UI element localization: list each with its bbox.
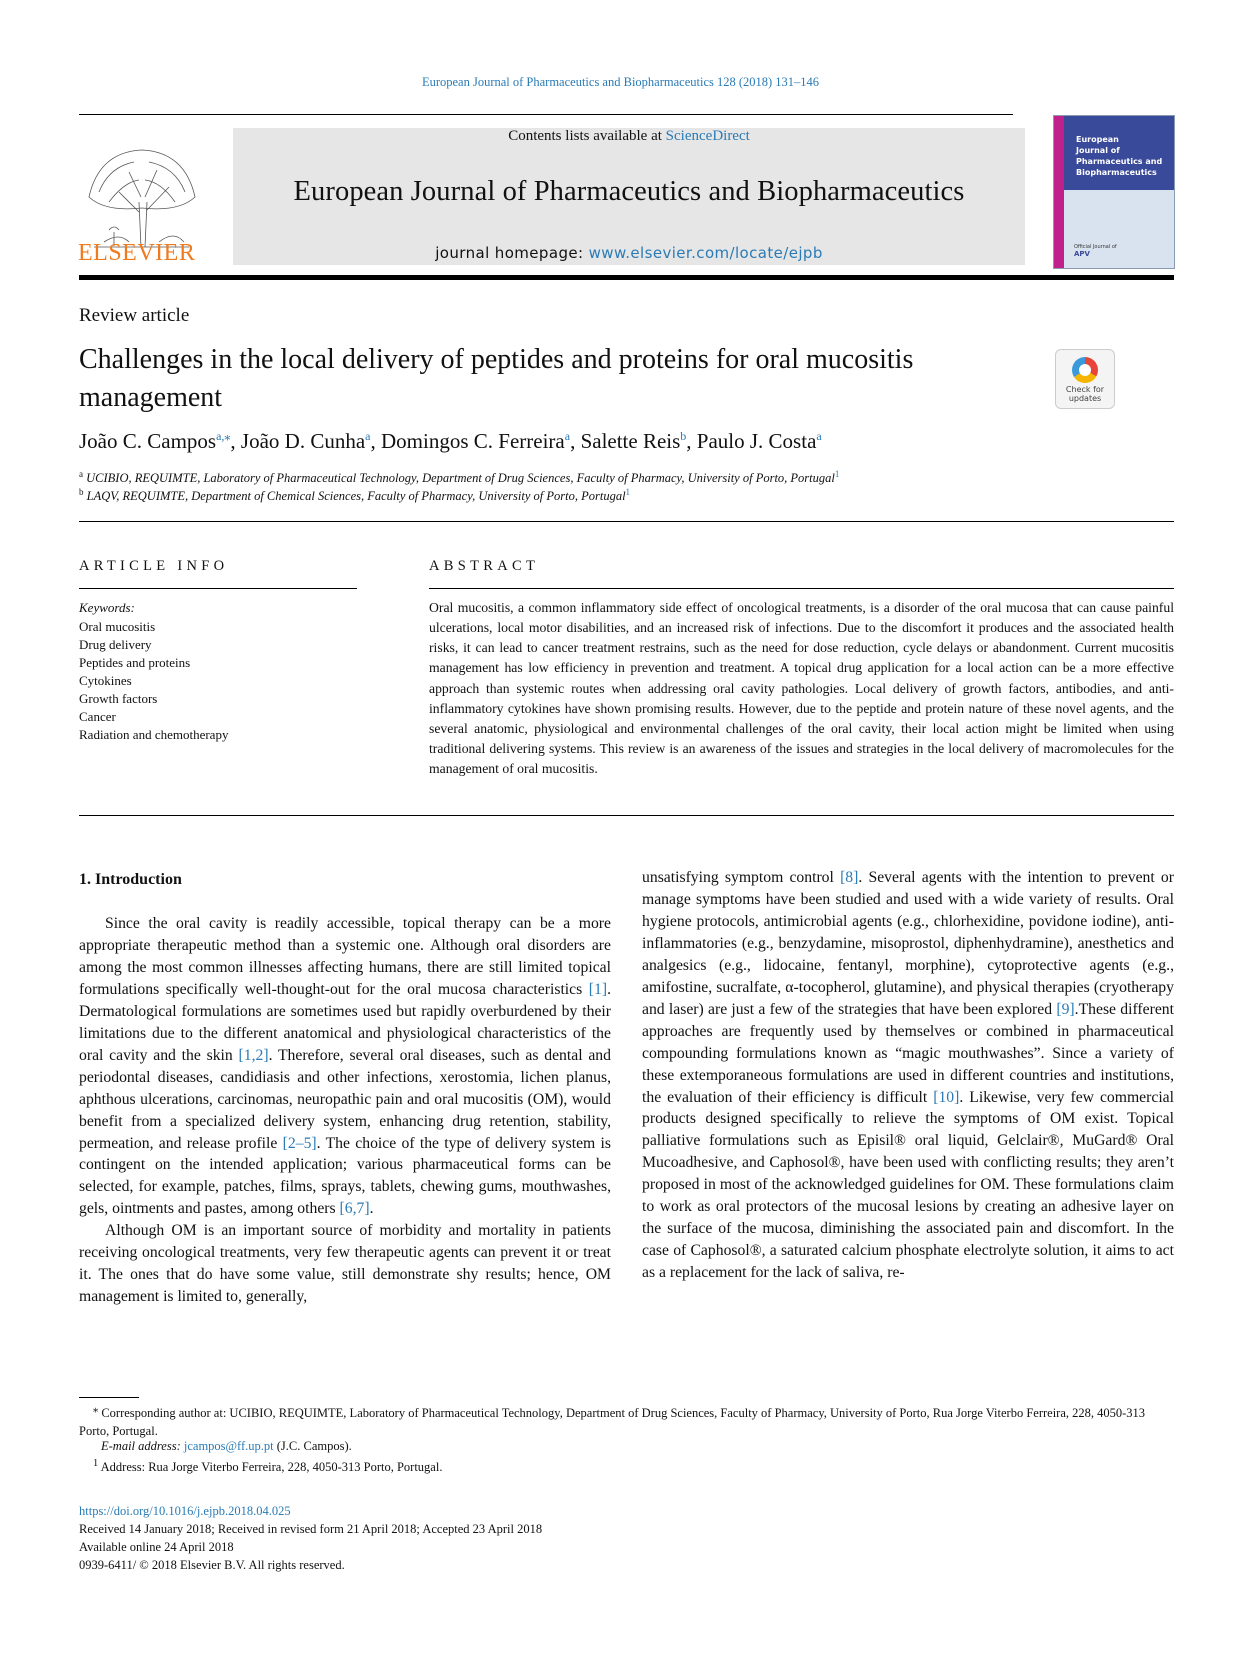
abstract-heading: ABSTRACT — [429, 558, 540, 574]
keyword: Drug delivery — [79, 637, 152, 652]
body-column-right — [642, 867, 1174, 1284]
paragraph — [79, 913, 611, 1220]
available-online: Available online 24 April 2018 — [79, 1540, 234, 1554]
reference-link[interactable]: [1] — [588, 980, 608, 998]
affiliation-b: $^b$ LAQV, REQUIMTE, Department of Chemical Sciences, Faculty of Pharmacy, University of Porto, Portugal$^1$ — [79, 487, 631, 504]
corr-mark: ⁎ — [93, 1404, 99, 1415]
crossmark-icon — [1072, 357, 1098, 383]
keyword: Cancer — [79, 709, 116, 724]
cover-line: Pharmaceutics and — [1076, 157, 1163, 166]
cover-org: APV — [1074, 250, 1090, 258]
check-for-updates-badge[interactable] — [1055, 349, 1115, 409]
header-thick-rule — [79, 275, 1174, 280]
body-text: . Several agents with the intention to prevent or manage symptoms have been studied and used with a wide variety of results. Oral hygiene protocols, antimicrobial agents (e.g., chlorhexidine, povidone iodine), anti-inflammatories (e.g., benzydamine, misoprostol, diphenhydramine), anesthetics and analgesics (e.g., lidocaine, fentanyl, morphine), cytoprotective agents (e.g., amifostine, sucralfate, α-tocopherol, glutamine), and physical therapies (cryotherapy and laser) are just a few of the strategies that have been explored — [642, 869, 1174, 1018]
cover-title — [1076, 134, 1172, 178]
email-note — [79, 1437, 1174, 1455]
check-updates-label: Check for updates — [1065, 385, 1105, 403]
author-affil-mark[interactable]: a,⁎ — [216, 429, 231, 443]
author-affil-mark[interactable]: a — [365, 429, 371, 443]
affiliation-a: $^a$ UCIBIO, REQUIMTE, Laboratory of Pharmaceutical Technology, Department of Drug Sciences, Faculty of Pharmacy, University of Porto, Portugal$^1$ — [79, 469, 840, 486]
homepage-link[interactable]: www.elsevier.com/locate/ejpb — [588, 244, 823, 262]
body-text: . Likewise, very few commercial products designed specifically to relieve the symptoms of OM exist. Topical palliative formulations such as Episil® oral liquid, Gelclair®, MuGard® Oral Mucoadhesive, and Caphosol®, have been used with conflicting results; they aren’t proposed in most of the acknowledged guidelines for OM. These formulations claim to work as oral protectors of the mucosal lesions by creating an adhesive layer on the surface of the mucosa, diminishing the associated pain and discomfort. In the case of Caphosol®, a saturated calcium phosphate electrolyte solution, it aims to act as a replacement for the lack of saliva, re- — [642, 1088, 1175, 1282]
author-affil-mark[interactable]: a — [564, 429, 571, 443]
cover-official — [1074, 244, 1117, 258]
article-dates — [79, 1502, 542, 1574]
journal-cover-thumbnail[interactable] — [1053, 115, 1175, 269]
received-dates: Received 14 January 2018; Received in revised form 21 April 2018; Accepted 23 April 2018 — [79, 1522, 543, 1536]
address-note — [79, 1455, 1174, 1476]
body-text: Although OM is an important source of morbidity and mortality in patients receiving oncological treatments, very few therapeutic agents can prevent it or treat it. The ones that do have some value, still demonstrate shy results; hence, OM management is limited to, generally, — [79, 1222, 611, 1306]
contents-line — [233, 128, 1025, 145]
reference-link[interactable]: [9] — [1056, 1000, 1075, 1018]
reference-link[interactable]: [6,7] — [339, 1200, 370, 1218]
author-name[interactable]: Domingos C. Ferreira — [381, 429, 565, 453]
cover-stripe — [1054, 116, 1064, 268]
elsevier-wordmark: ELSEVIER — [78, 240, 196, 266]
paragraph — [642, 867, 1174, 1284]
body-text: .These different approaches are frequently used by themselves or combined in pharmaceutical compounding formulations known as “magic mouthwashes”. Since a variety of these extemporaneous formulations are used in different countries and institutions, the evaluation of their efficiency is difficult — [642, 1000, 1175, 1106]
author-affil-mark[interactable]: a — [816, 429, 822, 443]
doi-link[interactable]: https://doi.org/10.1016/j.ejpb.2018.04.025 — [79, 1504, 291, 1518]
author-name[interactable]: Paulo J. Costa — [696, 429, 817, 453]
author-name[interactable]: João D. Cunha — [240, 429, 366, 453]
email-link[interactable]: jcampos@ff.up.pt — [183, 1439, 274, 1453]
keywords-label: Keywords: — [79, 600, 135, 615]
footnote-rule — [79, 1397, 139, 1398]
body-text: Since the oral cavity is readily accessible, topical therapy can be a more appropriate therapeutic method than a systemic one. Although oral disorders are among the most common illnesses affecting humans, there are still limited topical formulations specifically well-thought-out for the oral mucosa characteristics — [79, 915, 611, 998]
corresponding-author-note — [79, 1401, 1174, 1440]
article-type: Review article — [79, 305, 190, 326]
paragraph — [79, 1220, 611, 1308]
affil-rule — [79, 521, 1174, 522]
sciencedirect-link[interactable]: ScienceDirect — [665, 128, 750, 144]
cover-line: Biopharmaceutics — [1076, 168, 1157, 177]
keywords-list — [79, 618, 228, 744]
article-info-heading: ARTICLE INFO — [79, 558, 229, 574]
keyword: Cytokines — [79, 673, 132, 688]
reference-link[interactable]: [2–5] — [282, 1134, 317, 1152]
author-name[interactable]: Salette Reis — [580, 429, 681, 453]
body-text: . Therefore, several oral diseases, such as dental and periodontal diseases, candidiasis and other infections, xerostomia, lichen planus, aphthous ulcerations, carcinomas, neuropathic pain and oral mucositis (OM), would benefit from a specialized delivery system, enhancing drug retention, stability, permeation, and release profile — [79, 1046, 611, 1152]
keyword: Radiation and chemotherapy — [79, 727, 229, 742]
body-column-left — [79, 913, 611, 1308]
homepage-prefix: journal homepage: — [435, 244, 589, 262]
section-heading-introduction: 1. Introduction — [79, 871, 182, 888]
email-label: E-mail address: — [101, 1439, 184, 1453]
email-suffix: (J.C. Campos). — [273, 1439, 352, 1453]
header-top-rule — [79, 114, 1013, 115]
contents-prefix: Contents lists available at — [508, 128, 666, 144]
reference-link[interactable]: [1,2] — [238, 1046, 269, 1064]
abstract-bottom-rule — [79, 815, 1174, 816]
reference-link[interactable]: [10] — [933, 1088, 960, 1106]
author-affil-mark[interactable]: b — [680, 429, 687, 443]
author-list: João C. Campos$^{a,⁎}$, João D. Cunha$^a$, Domingos C. Ferreira$^a$, Salette Reis$^b$, Paulo J. Costa$^a$ — [79, 429, 822, 453]
fn1-text: Address: Rua Jorge Viterbo Ferreira, 228, 4050-313 Porto, Portugal. — [100, 1460, 443, 1475]
journal-citation[interactable]: European Journal of Pharmaceutics and Biopharmaceutics 128 (2018) 131–146 — [421, 75, 820, 89]
corr-text: Corresponding author at: UCIBIO, REQUIMTE, Laboratory of Pharmaceutical Technology, Department of Drug Sciences, Faculty of Pharmacy, University of Porto, Rua Jorge Viterbo Ferreira, 228, 4050-313 Porto, Portugal. — [79, 1406, 1146, 1439]
cover-line: European — [1076, 135, 1119, 144]
article-title: Challenges in the local delivery of peptides and proteins for oral mucositis management — [79, 344, 914, 413]
reference-link[interactable]: [8] — [840, 869, 859, 886]
journal-homepage — [233, 244, 1025, 262]
body-text: . Dermatological formulations are sometimes used but rapidly overburdened by their limitations due to the different anatomical and physiological characteristics of the oral cavity and the skin — [79, 980, 611, 1064]
copyright: 0939-6411/ © 2018 Elsevier B.V. All rights reserved. — [79, 1558, 345, 1572]
article-info-rule — [79, 588, 357, 589]
cover-line: Journal of — [1076, 146, 1120, 155]
keyword: Oral mucositis — [79, 619, 156, 634]
body-text: unsatisfying symptom control — [642, 869, 841, 886]
abstract-text: Oral mucositis, a common inflammatory side effect of oncological treatments, is a disorder of the oral mucosa that can cause painful ulcerations, local motor disabilities, and an increased risk of infections. Due to the discomfort it produces and the associated health risks, it can lead to cancer treatment restrains, such as the need for dose reduction, cycle delays or abandonment. Current mucositis management has low efficiency in prevention and treatment. A topical drug application for a local action can be a more effective approach than systemic routes when addressing oral cavity pathologies. Local delivery of growth factors, antibodies, and anti-inflammatory cytokines have shown promising results. However, due to the peptide and protein nature of these novel agents, and the several anatomic, physiological and environmental challenges of the oral cavity, their local action might be limited when using traditional delivering systems. This review is an awareness of the issues and strategies in the local delivery of macromolecules for the management of oral mucositis. — [429, 600, 1174, 777]
keyword: Growth factors — [79, 691, 158, 706]
fn1-mark: 1 — [93, 1458, 99, 1469]
keyword: Peptides and proteins — [79, 655, 191, 670]
cover-official-text: Official Journal of — [1074, 244, 1117, 250]
abstract-rule — [429, 588, 1174, 589]
journal-title: European Journal of Pharmaceutics and Biopharmaceutics — [293, 176, 965, 207]
body-text: . The choice of the type of delivery system is contingent on the intended application; various pharmaceutical forms can be selected, for example, patches, films, sprays, tablets, chewing gums, mouthwashes, gels, ointments and pastes, among others — [79, 1134, 611, 1218]
body-text: . — [369, 1200, 374, 1218]
author-name[interactable]: João C. Campos — [79, 429, 217, 453]
